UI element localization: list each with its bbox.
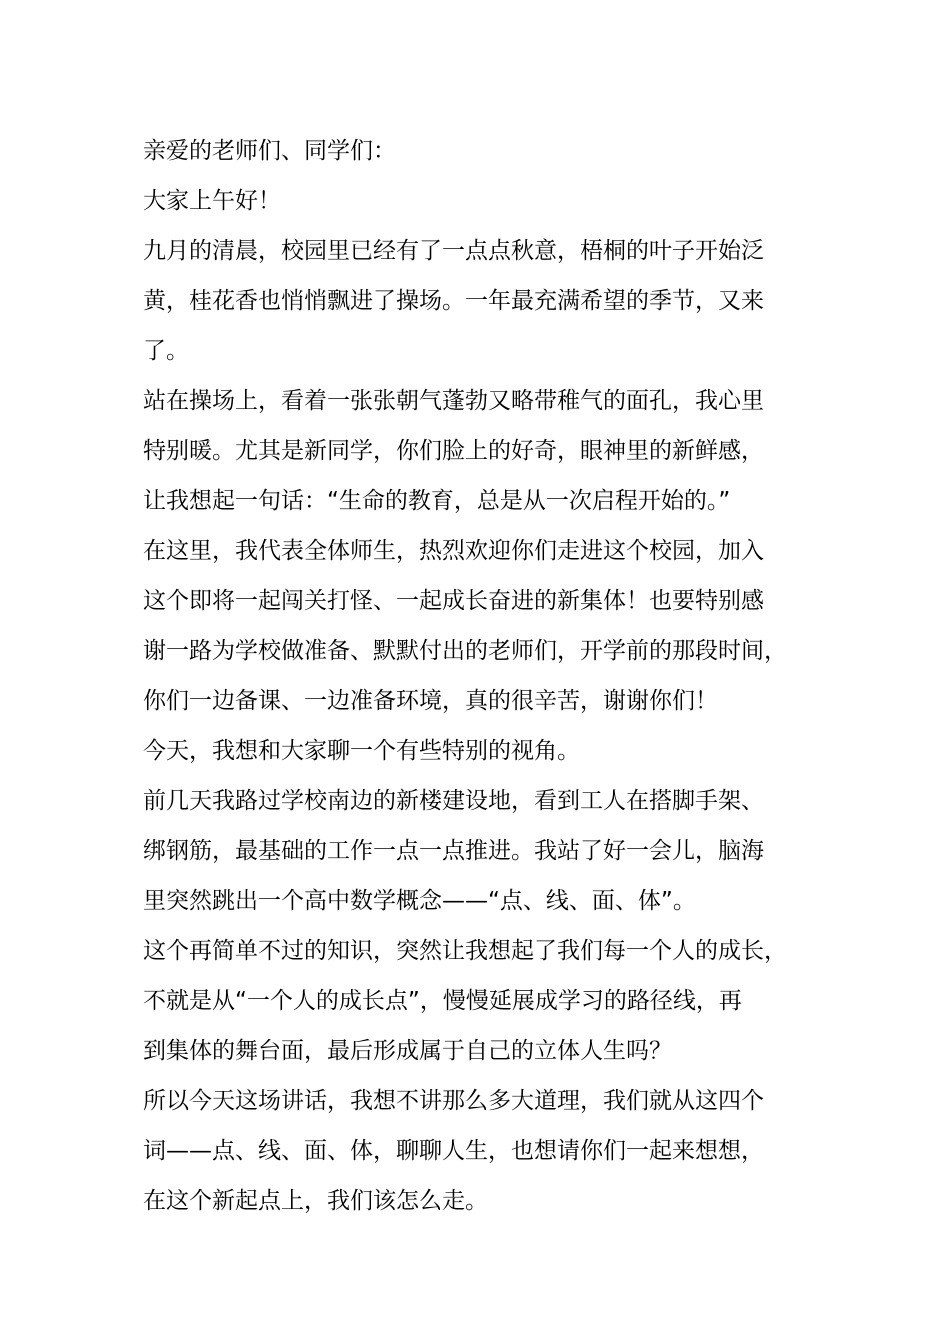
text-line: 让我想起一句话：“生命的教育，总是从一次启程开始的。”	[143, 488, 731, 514]
text-line: 站在操场上，看着一张张朝气蓬勃又略带稚气的面孔，我心里	[143, 388, 764, 414]
text-line: 词——点、线、面、体，聊聊人生，也想请你们一起来想想，	[143, 1138, 764, 1164]
text-line: 不就是从“一个人的成长点”，慢慢延展成学习的路径线，再	[143, 988, 742, 1014]
text-line: 在这里，我代表全体师生，热烈欢迎你们走进这个校园，加入	[143, 538, 764, 564]
text-line: 所以今天这场讲话，我想不讲那么多大道理，我们就从这四个	[143, 1088, 764, 1114]
text-line: 九月的清晨，校园里已经有了一点点秋意，梧桐的叶子开始泛	[143, 238, 764, 264]
text-line: 前几天我路过学校南边的新楼建设地，看到工人在搭脚手架、	[143, 788, 764, 814]
text-line: 今天，我想和大家聊一个有些特别的视角。	[143, 738, 580, 764]
text-line: 了。	[143, 338, 189, 364]
text-line: 特别暖。尤其是新同学，你们脸上的好奇，眼神里的新鲜感，	[143, 438, 764, 464]
text-line: 你们一边备课、一边准备环境，真的很辛苦，谢谢你们！	[143, 688, 718, 714]
text-line: 谢一路为学校做准备、默默付出的老师们，开学前的那段时间，	[143, 638, 787, 664]
text-line: 黄，桂花香也悄悄飘进了操场。一年最充满希望的季节，又来	[143, 288, 764, 314]
speech-text	[143, 131, 843, 1231]
text-line: 绑钢筋，最基础的工作一点一点推进。我站了好一会儿，脑海	[143, 838, 764, 864]
text-line: 亲爱的老师们、同学们：	[143, 138, 396, 164]
text-line: 大家上午好！	[143, 188, 281, 214]
text-line: 这个即将一起闯关打怪、一起成长奋进的新集体！也要特别感	[143, 588, 764, 614]
text-line: 在这个新起点上，我们该怎么走。	[143, 1188, 488, 1214]
text-line: 这个再简单不过的知识，突然让我想起了我们每一个人的成长，	[143, 938, 787, 964]
text-line: 里突然跳出一个高中数学概念——“点、线、面、体”。	[143, 888, 696, 914]
text-line: 到集体的舞台面，最后形成属于自己的立体人生吗？	[143, 1038, 672, 1064]
